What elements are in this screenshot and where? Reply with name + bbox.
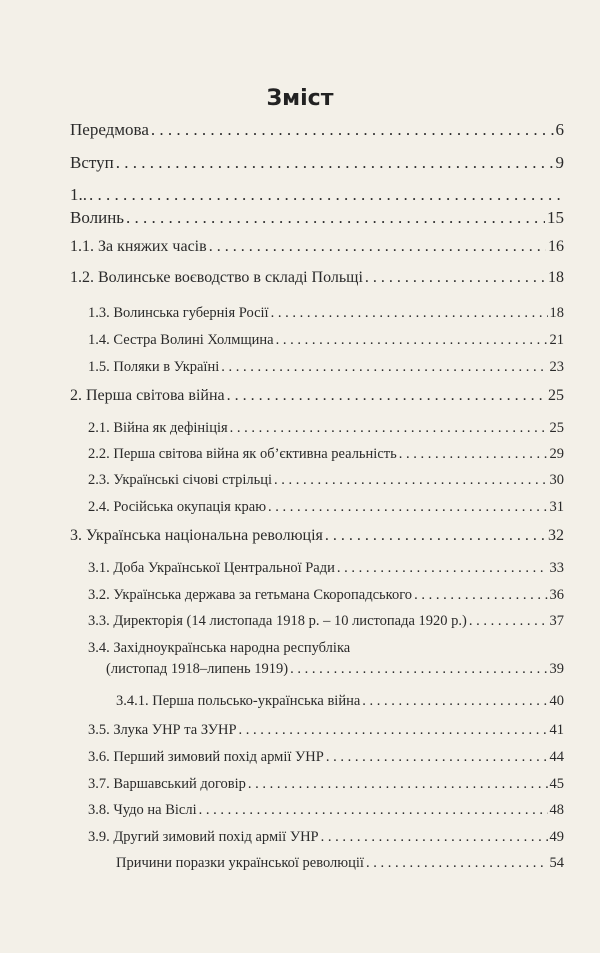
toc-entry-label: 3.3. Директорія (14 листопада 1918 р. – 10 листопада 1920 р.) (88, 613, 467, 629)
dot-leader (209, 238, 546, 256)
toc-entry[interactable] (88, 722, 564, 739)
toc-entry[interactable] (70, 387, 564, 405)
dot-leader (321, 829, 548, 846)
toc-page-number: 39 (549, 661, 564, 677)
toc-entry[interactable] (88, 613, 564, 630)
toc-entry-label: 3.2. Українська держава за гетьмана Скоропадського (88, 587, 413, 603)
toc-page-number: 18 (548, 269, 564, 286)
toc-entry[interactable] (88, 776, 564, 793)
toc-page-number: 41 (549, 722, 564, 738)
dot-leader (227, 387, 546, 405)
toc-entry-label: 3.6. Перший зимовий похід армії УНР (88, 749, 324, 765)
dot-leader (239, 722, 548, 739)
toc-page-number: 37 (549, 613, 564, 629)
toc-entry-label: 1.1. За княжих часів (70, 238, 207, 255)
toc-page-number: 32 (548, 527, 564, 544)
toc-entry[interactable] (70, 208, 564, 228)
toc-page-number: 31 (549, 499, 564, 515)
toc-entry[interactable] (88, 359, 564, 376)
toc-entry-label: (листопад 1918–липень 1919) (106, 661, 289, 677)
toc-entry-label: 3.1. Доба Української Центральної Ради (88, 560, 335, 576)
toc-page-number: 36 (549, 587, 564, 603)
toc-entry[interactable] (70, 269, 564, 287)
toc-page-number: 48 (549, 802, 564, 818)
dot-leader (290, 661, 547, 678)
dot-leader (276, 332, 548, 349)
toc-entry-label: Причини поразки української революції (116, 855, 364, 871)
toc-entry[interactable] (88, 587, 564, 604)
toc-entry[interactable] (88, 446, 564, 463)
toc-page-number: 54 (549, 855, 564, 871)
dot-leader (89, 185, 562, 205)
toc-entry-label: 2.2. Перша світова війна як об’єктивна реальність (88, 446, 397, 462)
toc-entry-label: 2. Перша світова війна (70, 387, 225, 404)
toc-page-number: 9 (555, 153, 564, 172)
toc-entry-label: 3.7. Варшавський договір (88, 776, 246, 792)
toc-entry-label: 3.8. Чудо на Віслі (88, 802, 197, 818)
dot-leader (414, 587, 547, 604)
toc-entry[interactable] (70, 527, 564, 545)
toc-page-number: 30 (549, 472, 564, 488)
toc-entry-label: 3.4. Західноукраїнська народна республіка (88, 640, 351, 656)
toc-entry-label: 2.3. Українські січові стрільці (88, 472, 273, 488)
dot-leader (248, 776, 548, 793)
toc-entry[interactable] (88, 802, 564, 819)
toc-entry[interactable] (88, 499, 564, 516)
dot-leader (116, 153, 554, 173)
toc-entry-label: 3.9. Другий зимовий похід армії УНР (88, 829, 319, 845)
toc-entry-label: Передмова (70, 120, 149, 139)
toc-entry-label: 1.5. Поляки в Україні (88, 359, 220, 375)
dot-leader (325, 527, 546, 545)
toc-entry[interactable] (88, 829, 564, 846)
dot-leader (274, 472, 547, 489)
toc-page-number: 45 (549, 776, 564, 792)
toc-entry-label: 2.4. Російська окупація краю (88, 499, 267, 515)
dot-leader (230, 420, 548, 437)
toc-page-number: 16 (548, 238, 564, 255)
toc-entry[interactable] (116, 855, 564, 872)
toc-page-number: 6 (555, 120, 564, 139)
toc-entry[interactable] (88, 420, 564, 437)
toc-entry-label: 3.4.1. Перша польсько-українська війна (116, 693, 361, 709)
toc-entry-label: 3. Українська національна революція (70, 527, 323, 544)
toc-page-number: 49 (549, 829, 564, 845)
dot-leader (268, 499, 547, 516)
dot-leader (362, 693, 547, 710)
toc-entry-label: 1.. (70, 185, 87, 204)
toc-page-number: 33 (549, 560, 564, 576)
toc-entry[interactable] (88, 472, 564, 489)
toc-entry-label: 1.2. Волинське воєводство в складі Польщі (70, 269, 363, 286)
dot-leader (365, 269, 546, 287)
toc-page-number: 23 (549, 359, 564, 375)
toc-entry[interactable] (70, 153, 564, 173)
toc-page-number: 21 (549, 332, 564, 348)
toc-entry[interactable] (88, 749, 564, 766)
toc-entry[interactable] (70, 120, 564, 140)
toc-page-number: 25 (548, 387, 564, 404)
toc-entry-label: Вступ (70, 153, 114, 172)
toc-entry-label: 2.1. Війна як дефініція (88, 420, 228, 436)
dot-leader (199, 802, 548, 819)
toc-page-number: 40 (549, 693, 564, 709)
dot-leader (469, 613, 548, 630)
toc-entry[interactable] (106, 661, 564, 678)
toc-page-number: 44 (549, 749, 564, 765)
toc-entry[interactable] (88, 332, 564, 349)
dot-leader (326, 749, 548, 766)
toc-entry[interactable] (88, 305, 564, 322)
toc-entry-label: Волинь (70, 208, 125, 227)
toc-entry[interactable] (88, 560, 564, 577)
toc-entry-label: 1.3. Волинська губернія Росії (88, 305, 269, 321)
toc-page-number: 29 (549, 446, 564, 462)
toc-page-number: 18 (549, 305, 564, 321)
toc-entry-label: 1.4. Сестра Волині Холмщина (88, 332, 274, 348)
toc-entry[interactable] (70, 185, 564, 205)
dot-leader (366, 855, 548, 872)
toc-page-number: 15 (547, 208, 564, 227)
dot-leader (271, 305, 548, 322)
page-title: Зміст (266, 86, 334, 111)
dot-leader (151, 120, 554, 140)
dot-leader (337, 560, 548, 577)
toc-page-number: 25 (549, 420, 564, 436)
dot-leader (221, 359, 547, 376)
dot-leader (399, 446, 548, 463)
toc-entry-label: 3.5. Злука УНР та ЗУНР (88, 722, 237, 738)
toc-entry[interactable] (116, 693, 564, 710)
toc-entry[interactable] (70, 238, 564, 256)
dot-leader (126, 208, 545, 228)
